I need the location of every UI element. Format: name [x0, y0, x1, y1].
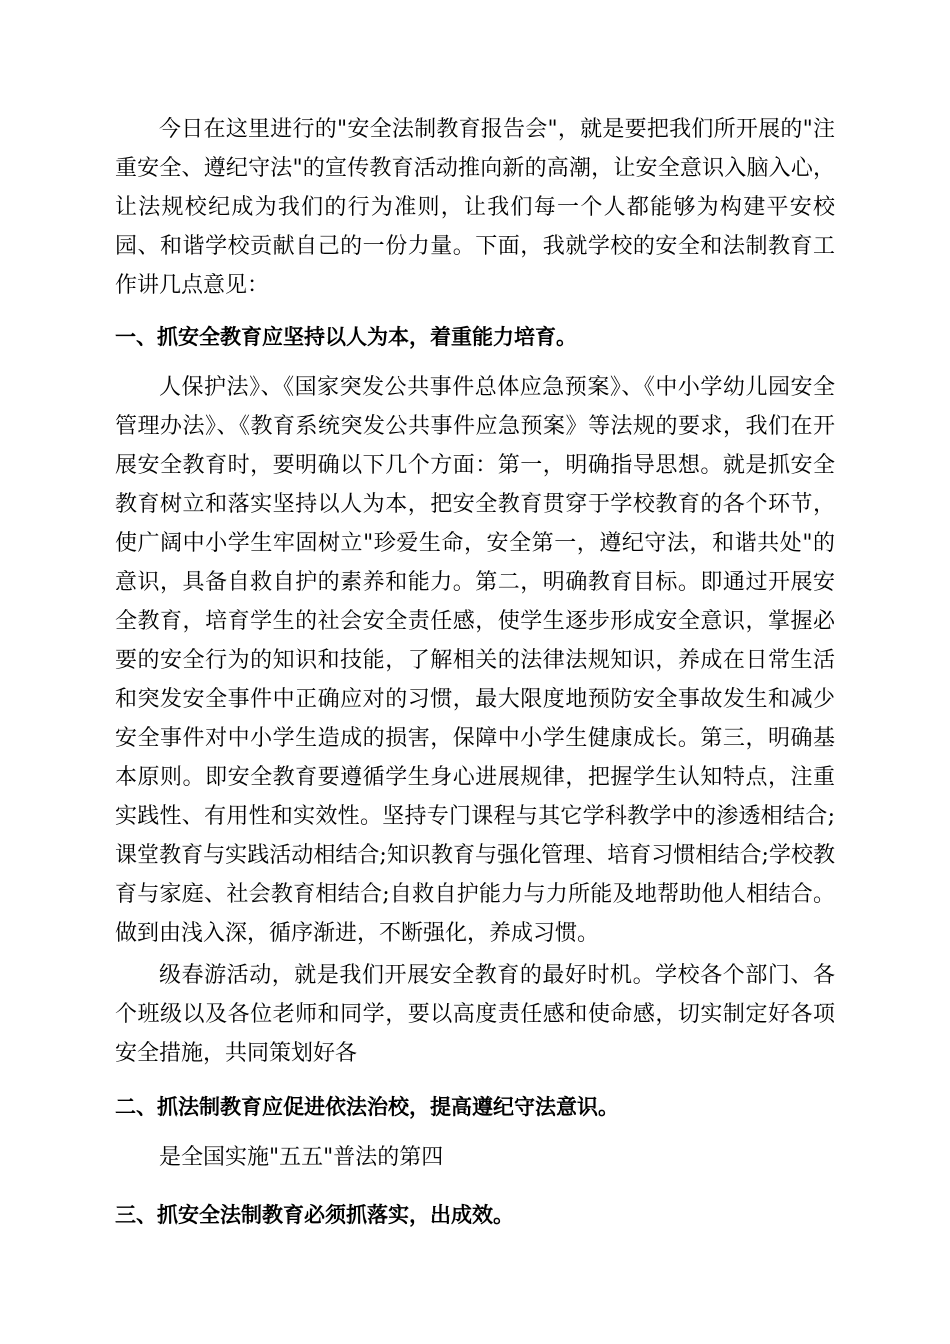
intro-paragraph: 今日在这里进行的"安全法制教育报告会"，就是要把我们所开展的"注重安全、遵纪守法"的宣传教育活动推向新的高潮，让安全意识入脑入心，让法规校纪成为我们的行为准则，让我们每一个人都能够为构建平安校园、和谐学校贡献自己的一份力量。下面，我就学校的安全和法制教育工作讲几点意见： — [115, 117, 835, 298]
legal-education-paragraph: 是全国实施"五五"普法的第四 — [159, 1145, 444, 1170]
section-heading-1: 一、抓安全教育应坚持以人为本，着重能力培育。 — [115, 325, 577, 349]
section-heading-2: 二、抓法制教育应促进依法治校，提高遵纪守法意识。 — [115, 1095, 619, 1119]
spring-outing-paragraph: 级春游活动，就是我们开展安全教育的最好时机。学校各个部门、各个班级以及各位老师和同学，要以高度责任感和使命感，切实制定好各项安全措施，共同策划好各 — [115, 963, 835, 1066]
safety-education-paragraph: 人保护法》、《国家突发公共事件总体应急预案》、《中小学幼儿园安全管理办法》、《教育系统突发公共事件应急预案》等法规的要求，我们在开展安全教育时，要明确以下几个方面：第一，明确指导思想。就是抓安全教育树立和落实坚持以人为本，把安全教育贯穿于学校教育的各个环节，使广阔中小学生牢固树立"珍爱生命，安全第一，遵纪守法，和谐共处"的意识，具备自救自护的素养和能力。第二，明确教育目标。即通过开展安全教育，培育学生的社会安全责任感，使学生逐步形成安全意识，掌握必要的安全行为的知识和技能，了解相关的法律法规知识，养成在日常生活和突发安全事件中正确应对的习惯，最大限度地预防安全事故发生和减少安全事件对中小学生造成的损害，保障中小学生健康成长。第三，明确基本原则。即安全教育要遵循学生身心进展规律，把握学生认知特点，注重实践性、有用性和实效性。坚持专门课程与其它学科教学中的渗透相结合;课堂教育与实践活动相结合;知识教育与强化管理、培育习惯相结合;学校教育与家庭、社会教育相结合;自救自护能力与力所能及地帮助他人相结合。做到由浅入深，循序渐进，不断强化，养成习惯。 — [115, 375, 835, 946]
section-heading-3: 三、抓安全法制教育必须抓落实，出成效。 — [115, 1203, 514, 1227]
